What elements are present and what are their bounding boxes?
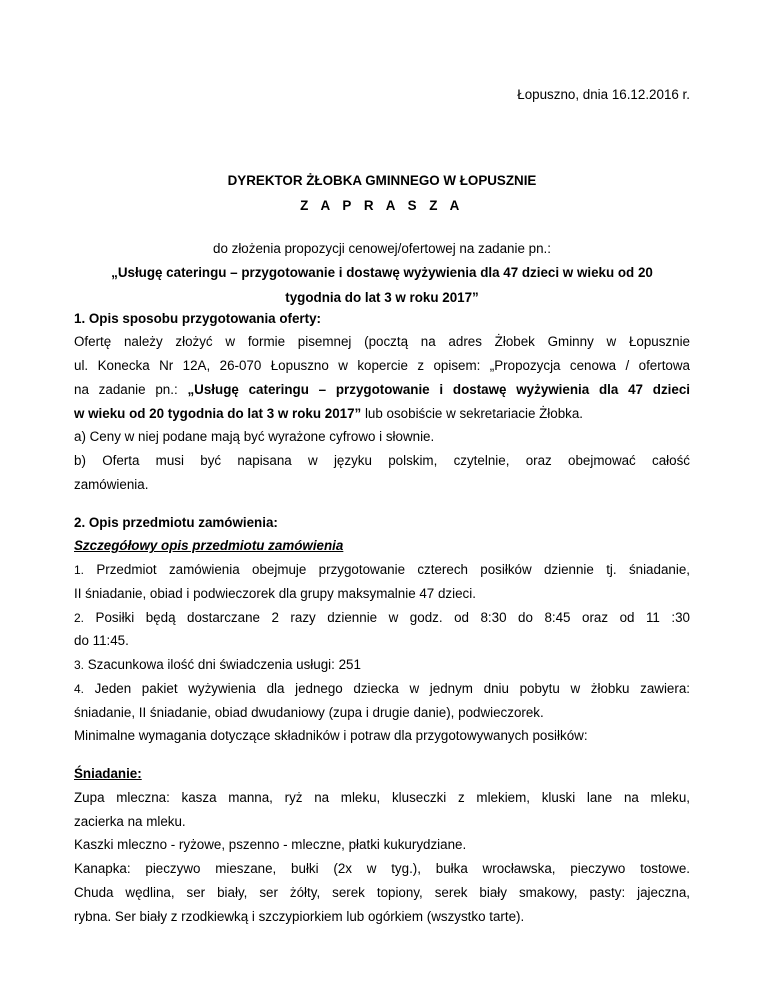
- p1-line4-bold: w wieku od 20 tygodnia do lat 3 w roku 2017”: [74, 406, 362, 421]
- item1-text: Przedmiot zamówienia obejmuje przygotowanie czterech posiłków dziennie tj. śniadanie,: [84, 562, 690, 577]
- item2-text: Posiłki będą dostarczane 2 razy dziennie w godz. od 8:30 do 8:45 oraz od 11 :30: [84, 610, 690, 625]
- section1-point-b-line2: zamówienia.: [74, 477, 149, 492]
- item4-number: 4.: [74, 682, 85, 696]
- intro-line: do złożenia propozycji cenowej/ofertowej na zadanie pn.:: [213, 241, 551, 256]
- place-date: Łopuszno, dnia 16.12.2016 r.: [517, 87, 690, 102]
- item4-text: Jeden pakiet wyżywienia dla jednego dziecka w jednym dniu pobytu w żłobku zawiera:: [84, 681, 690, 696]
- item3-line1: [74, 656, 690, 674]
- breakfast-line3: Kaszki mleczno - ryżowe, pszenno - mleczne, płatki kukurydziane.: [74, 837, 467, 852]
- section1-p1-line2: ul. Konecka Nr 12A, 26-070 Łopuszno w kopercie z opisem: „Propozycja cenowa / ofertowa: [74, 358, 690, 373]
- subject-line-2: tygodnia do lat 3 w roku 2017”: [285, 290, 479, 305]
- item3-text: Szacunkowa ilość dni świadczenia usługi: 251: [84, 657, 361, 672]
- item4-line2: śniadanie, II śniadanie, obiad dwudaniowy (zupa i drugie danie), podwieczorek.: [74, 705, 544, 720]
- breakfast-line5: Chuda wędlina, ser biały, ser żółty, serek topiony, serek biały smakowy, pasty: jajeczna,: [74, 885, 690, 900]
- section1-p1-line3: [74, 381, 690, 399]
- p1-line3-plain: na zadanie pn.:: [74, 382, 188, 397]
- p1-line3-bold: „Usługę cateringu – przygotowanie i dostawę wyżywienia dla 47 dzieci: [187, 382, 690, 397]
- breakfast-line4: Kanapka: pieczywo mieszane, bułki (2x w tyg.), bułka wrocławska, pieczywo tostowe.: [74, 861, 690, 876]
- breakfast-line1: Zupa mleczna: kasza manna, ryż na mleku, kluseczki z mlekiem, kluski lane na mleku,: [74, 790, 690, 805]
- item1-line1: [74, 561, 690, 579]
- item2-line2: do 11:45.: [74, 633, 129, 648]
- item3-number: 3.: [74, 658, 85, 672]
- section1-point-b-line1: b) Oferta musi być napisana w języku polskim, czytelnie, oraz obejmować całość: [74, 453, 690, 468]
- section1-point-a: a) Ceny w niej podane mają być wyrażone cyfrowo i słownie.: [74, 429, 435, 444]
- section2-subheading: Szczegółowy opis przedmiotu zamówienia: [74, 538, 344, 553]
- title-director: DYREKTOR ŻŁOBKA GMINNEGO W ŁOPUSZNIE: [227, 173, 537, 188]
- section1-p1-line4: [74, 405, 690, 423]
- item1-number: 1.: [74, 563, 85, 577]
- item2-number: 2.: [74, 611, 85, 625]
- item4-line1: [74, 680, 690, 698]
- section1-heading: 1. Opis sposobu przygotowania oferty:: [74, 311, 322, 326]
- p1-line4-plain: lub osobiście w sekretariacie Żłobka.: [361, 406, 584, 421]
- breakfast-line6: rybna. Ser biały z rzodkiewką i szczypiorkiem lub ogórkiem (wszystko tarte).: [74, 909, 525, 924]
- title-invites: Z A P R A S Z A: [300, 198, 464, 213]
- breakfast-heading: Śniadanie:: [74, 766, 142, 781]
- section1-p1-line1: Ofertę należy złożyć w formie pisemnej (pocztą na adres Żłobek Gminny w Łopusznie: [74, 334, 690, 349]
- section2-heading: 2. Opis przedmiotu zamówienia:: [74, 515, 278, 530]
- item2-line1: [74, 609, 690, 627]
- item1-line2: II śniadanie, obiad i podwieczorek dla grupy maksymalnie 47 dzieci.: [74, 586, 476, 601]
- breakfast-line2: zacierka na mleku.: [74, 814, 186, 829]
- subject-line-1: „Usługę cateringu – przygotowanie i dostawę wyżywienia dla 47 dzieci w wieku od 20: [111, 265, 653, 280]
- minimum-requirements: Minimalne wymagania dotyczące składników i potraw dla przygotowywanych posiłków:: [74, 728, 588, 743]
